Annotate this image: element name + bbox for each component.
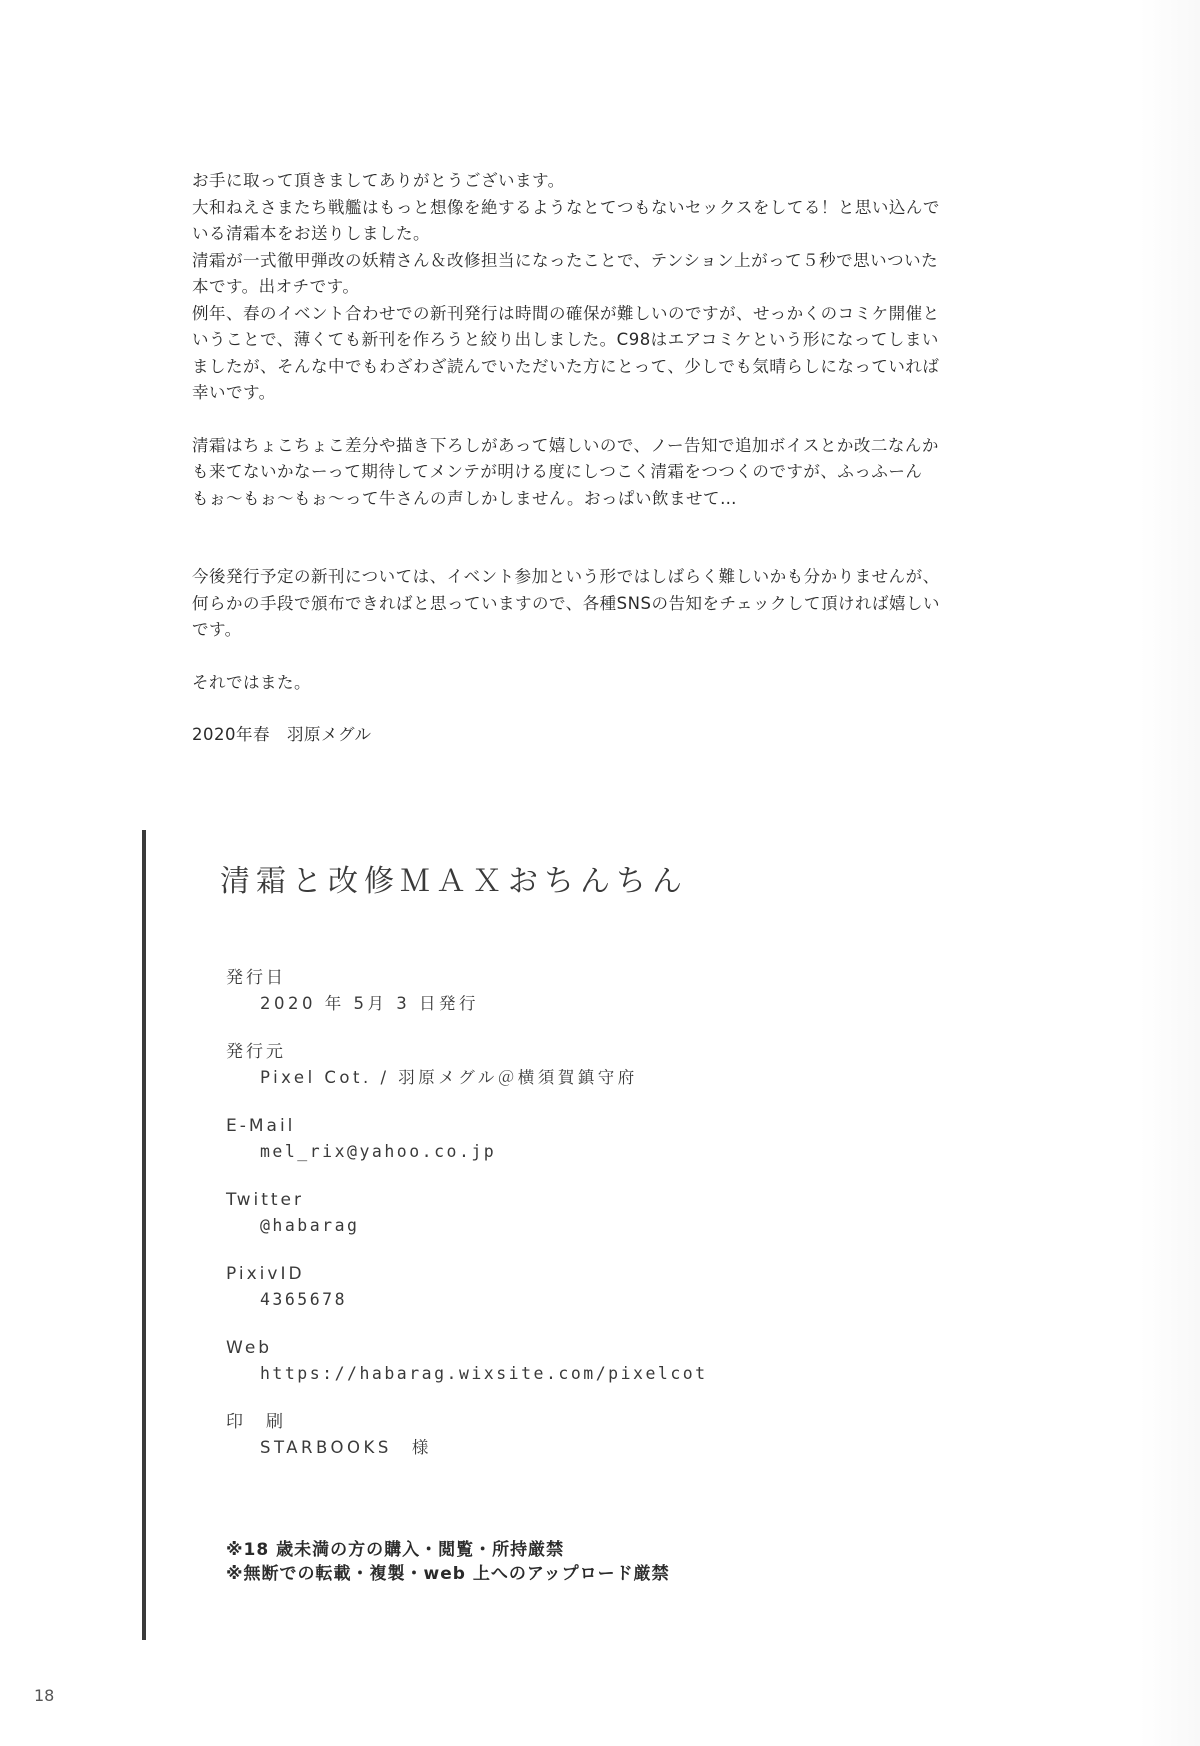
- colophon-field-email: [226, 1114, 926, 1166]
- afterword-line: 清霜はちょこちょこ差分や描き下ろしがあって嬉しいので、ノー告知で追加ボイスとか改二なんか: [192, 435, 939, 455]
- colophon-field-publisher: [226, 1040, 926, 1092]
- web-url: https://habarag.wixsite.com/pixelcot: [260, 1364, 708, 1383]
- afterword-text: [192, 168, 1012, 775]
- afterword-line: 何らかの手段で頒布できればと思っていますので、各種SNSの告知をチェックして頂ければ嬉しい: [192, 593, 940, 613]
- colophon-field-pixiv: [226, 1262, 926, 1314]
- colophon-field-web: [226, 1336, 926, 1388]
- afterword-line: いうことで、薄くても新刊を作ろうと絞り出しました。C98はエアコミケという形になってしまい: [192, 330, 939, 349]
- field-value: 2020 年 5月 3 日発行: [260, 994, 479, 1013]
- afterword-line: いる清霜本をお送りしました。: [192, 224, 430, 243]
- reproduction-notice: ※無断での転載・複製・web 上へのアップロード厳禁: [226, 1564, 670, 1584]
- afterword-line: 例年、春のイベント合わせでの新刊発行は時間の確保が難しいのですが、せっかくのコミケ開催と: [192, 303, 940, 323]
- field-label: 発行元: [226, 1042, 286, 1062]
- colophon-notices: [226, 1538, 670, 1586]
- age-restriction-notice: ※18 歳未満の方の購入・閲覧・所持厳禁: [226, 1540, 565, 1560]
- page-number: 18: [34, 1686, 55, 1705]
- field-label: Twitter: [226, 1190, 304, 1210]
- afterword-line: 今後発行予定の新刊については、イベント参加という形ではしばらく難しいかも分かりませんが、: [192, 567, 940, 586]
- colophon-field-printer: [226, 1410, 926, 1462]
- field-label: 印 刷: [226, 1412, 286, 1432]
- afterword-paragraph: [192, 168, 1012, 407]
- afterword-closing: それではまた。: [192, 672, 311, 692]
- email-value: mel_rix@yahoo.co.jp: [260, 1142, 497, 1161]
- afterword-line: です。: [192, 620, 242, 639]
- colophon-vertical-rule: [142, 830, 146, 1640]
- afterword-paragraph: [192, 433, 1012, 513]
- afterword-signature: 2020年春 羽原メグル: [192, 725, 372, 744]
- twitter-handle: @habarag: [260, 1216, 360, 1235]
- afterword-line: 幸いです。: [192, 383, 276, 402]
- field-label: 発行日: [226, 968, 286, 988]
- colophon: [226, 966, 926, 1484]
- afterword-line: 清霜が一式徹甲弾改の妖精さん＆改修担当になったことで、テンション上がって５秒で思いついた: [192, 250, 939, 270]
- afterword-line: お手に取って頂きましてありがとうございます。: [192, 171, 565, 190]
- colophon-field-twitter: [226, 1188, 926, 1240]
- field-label: PixivID: [226, 1264, 305, 1284]
- pixiv-id: 4365678: [260, 1290, 348, 1309]
- field-label: E-Mail: [226, 1116, 296, 1136]
- afterword-paragraph: [192, 670, 1012, 697]
- colophon-title: 清霜と改修ＭＡＸおちんちん: [220, 864, 688, 899]
- afterword-line: 本です。出オチです。: [192, 277, 360, 296]
- field-value: STARBOOKS 様: [260, 1438, 432, 1457]
- field-label: Web: [226, 1338, 273, 1358]
- afterword-line: 大和ねえさまたち戦艦はもっと想像を絶するようなとてつもないセックスをしてる！と思い込んで: [192, 197, 940, 217]
- page-fold-shadow: [1140, 0, 1200, 1746]
- afterword-paragraph: [192, 722, 1012, 749]
- afterword-line: ましたが、そんな中でもわざわざ読んでいただいた方にとって、少しでも気晴らしになっていれば: [192, 356, 940, 376]
- colophon-field-publish-date: [226, 966, 926, 1018]
- afterword-paragraph: [192, 564, 1012, 644]
- afterword-line: もぉ～もぉ～もぉ～って牛さんの声しかしません。おっぱい飲ませて…: [192, 488, 737, 508]
- afterword-line: も来てないかなーって期待してメンテが明ける度にしつこく清霜をつつくのですが、ふっふーん: [192, 462, 923, 481]
- field-value: Pixel Cot. / 羽原メグル＠横須賀鎮守府: [260, 1068, 638, 1087]
